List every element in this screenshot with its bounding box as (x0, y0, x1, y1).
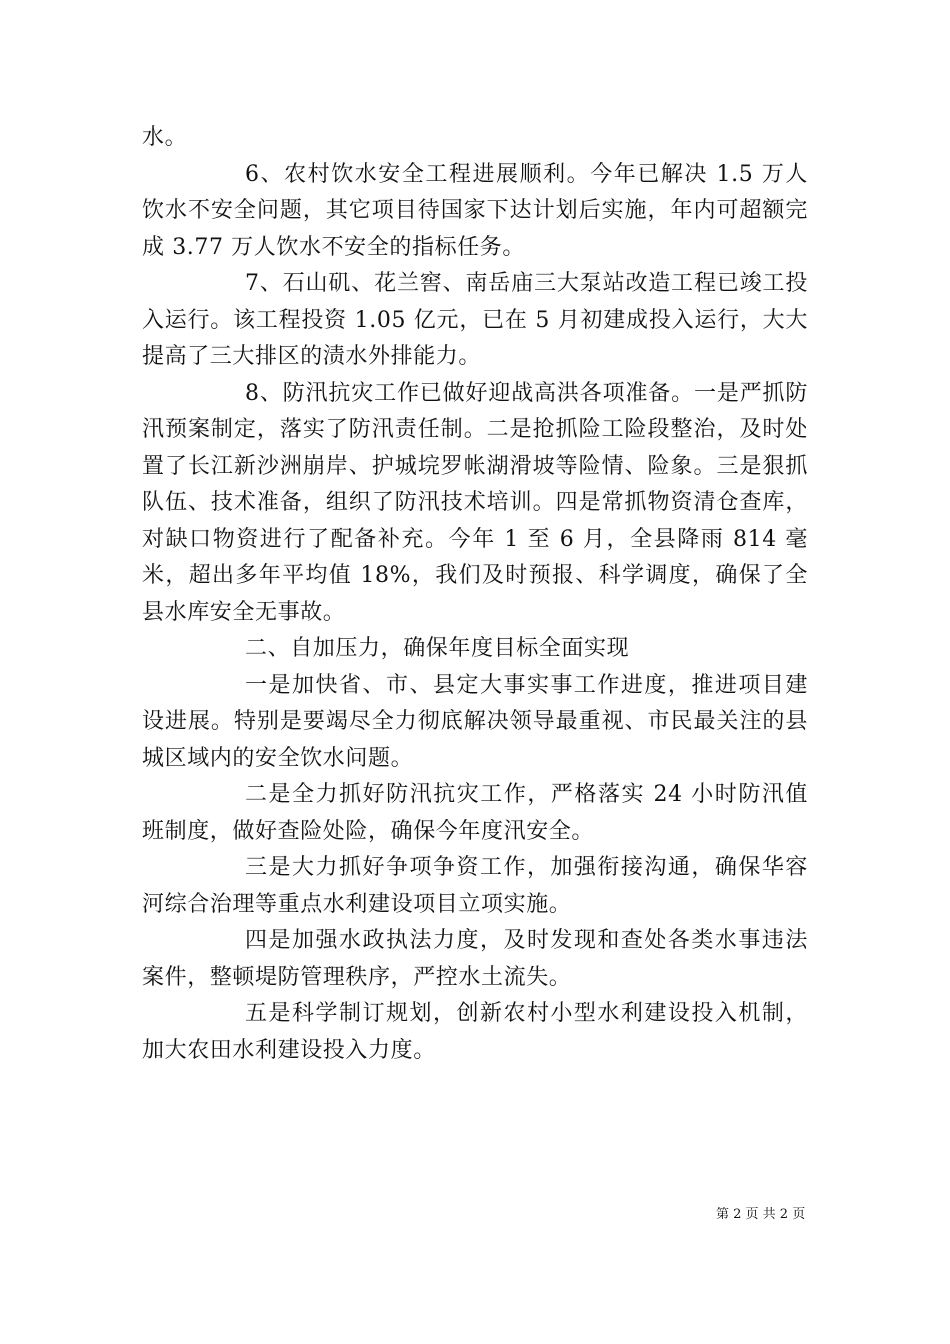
paragraph-item-6: 6、农村饮水安全工程进展顺利。今年已解决 1.5 万人饮水不安全问题，其它项目待国家下达计划后实施，年内可超额完成 3.77 万人饮水不安全的指标任务。 (142, 161, 808, 260)
paragraph-item-7: 7、石山矶、花兰窖、南岳庙三大泵站改造工程已竣工投入运行。该工程投资 1.05 亿元，已在 5 月初建成投入运行，大大提高了三大排区的渍水外排能力。 (142, 271, 808, 369)
document-body (142, 120, 808, 1069)
paragraph-point-2: 二是全力抓好防汛抗灾工作，严格落实 24 小时防汛值班制度，做好查险处险，确保今年度汛安全。 (142, 782, 808, 844)
paragraph-continuation: 水。 (142, 125, 188, 150)
paragraph-point-5: 五是科学制订规划，创新农村小型水利建设投入机制，加大农田水利建设投入力度。 (142, 1001, 808, 1063)
paragraph-point-1: 一是加快省、市、县定大事实事工作进度，推进项目建设进展。特别是要竭尽全力彻底解决领导最重视、市民最关注的县城区域内的安全饮水问题。 (142, 672, 808, 771)
section-heading: 二、自加压力，确保年度目标全面实现 (245, 636, 630, 661)
page-number-footer: 第 2 页 共 2 页 (716, 1207, 806, 1222)
paragraph-point-4: 四是加强水政执法力度，及时发现和查处各类水事违法案件，整顿堤防管理秩序，严控水土流失。 (142, 928, 808, 990)
paragraph-point-3: 三是大力抓好争项争资工作，加强衔接沟通，确保华容河综合治理等重点水利建设项目立项实施。 (142, 855, 808, 917)
paragraph-item-8: 8、防汛抗灾工作已做好迎战高洪各项准备。一是严抓防汛预案制定，落实了防汛责任制。二是抢抓险工险段整治，及时处置了长江新沙洲崩岸、护城垸罗帐湖滑坡等险情、险象。三是狠抓队伍、技术准备，组织了防汛技术培训。四是常抓物资清仓查库，对缺口物资进行了配备补充。今年 1 至 6 月，全县降雨 814 毫米，超出多年平均值 18%，我们及时预报、科学调度，确保了全县水库安全无事故。 (142, 380, 808, 625)
